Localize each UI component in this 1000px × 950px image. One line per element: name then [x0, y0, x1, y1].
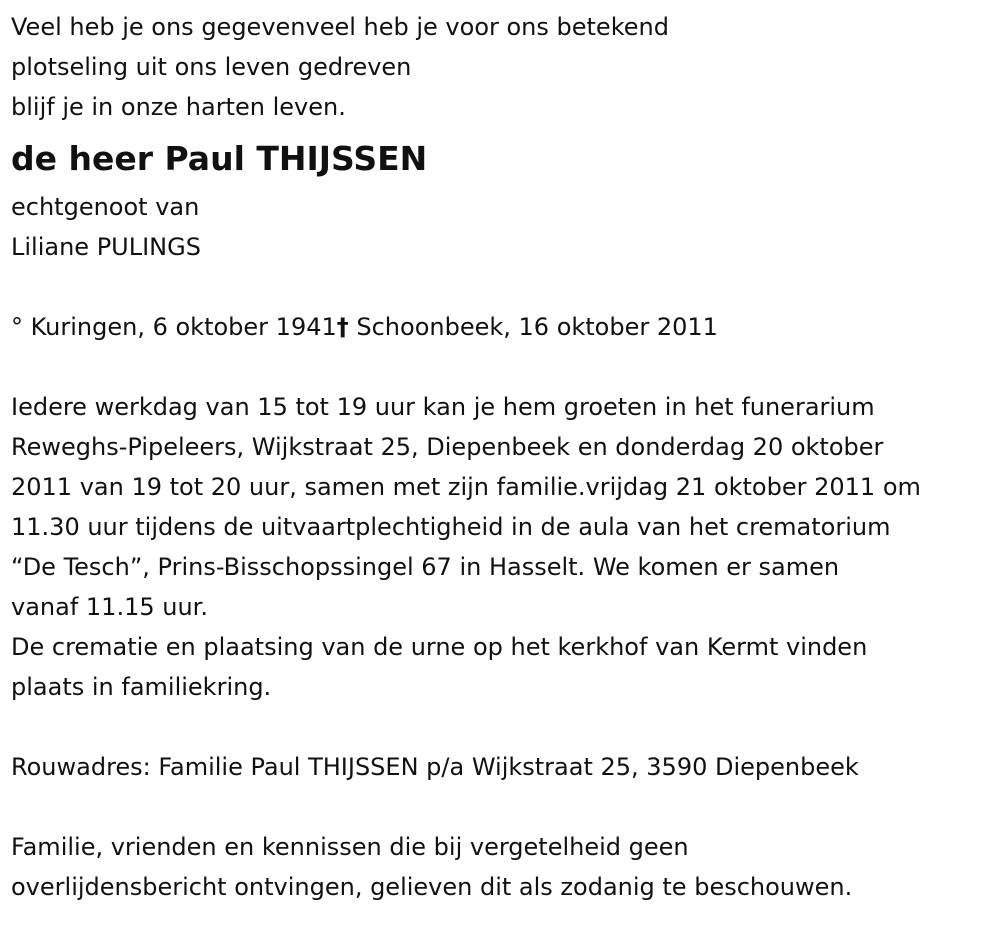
ceremony-paragraph: [11, 387, 996, 707]
ceremony-line: vanaf 11.15 uur.: [11, 593, 208, 621]
poem-line: Veel heb je ons gegevenveel heb je voor ons betekend: [11, 13, 669, 41]
closing-line: Familie, vrienden en kennissen die bij vergetelheid geen: [11, 833, 689, 861]
deceased-name: de heer Paul THIJSSEN: [11, 139, 428, 178]
ceremony-line: Reweghs-Pipeleers, Wijkstraat 25, Diepenbeek en donderdag 20 oktober: [11, 433, 884, 461]
birth-info: ° Kuringen, 6 oktober 1941: [11, 313, 337, 341]
poem-line: plotseling uit ons leven gedreven: [11, 53, 412, 81]
spacer: [11, 787, 996, 827]
poem-line: blijf je in onze harten leven.: [11, 93, 346, 121]
cross-icon: †: [336, 313, 349, 341]
spacer: [11, 267, 996, 307]
poem: [11, 7, 996, 127]
mourning-address: Rouwadres: Familie Paul THIJSSEN p/a Wijkstraat 25, 3590 Diepenbeek: [11, 753, 859, 781]
spacer: [11, 347, 996, 387]
death-notice: [11, 7, 996, 907]
ceremony-line: 2011 van 19 tot 20 uur, samen met zijn familie.vrijdag 21 oktober 2011 om: [11, 473, 921, 501]
ceremony-line: De crematie en plaatsing van de urne op het kerkhof van Kermt vinden: [11, 633, 868, 661]
closing-note: [11, 827, 996, 907]
ceremony-line: “De Tesch”, Prins-Bisschopssingel 67 in Hasselt. We komen er samen: [11, 553, 840, 581]
ceremony-line: plaats in familiekring.: [11, 673, 272, 701]
death-info: Schoonbeek, 16 oktober 2011: [348, 313, 718, 341]
ceremony-line: 11.30 uur tijdens de uitvaartplechtigheid in de aula van het crematorium: [11, 513, 891, 541]
ceremony-line: Iedere werkdag van 15 tot 19 uur kan je hem groeten in het funerarium: [11, 393, 875, 421]
spacer: [11, 707, 996, 747]
closing-line: overlijdensbericht ontvingen, gelieven dit als zodanig te beschouwen.: [11, 873, 853, 901]
relation-text: echtgenoot van: [11, 193, 200, 221]
life-dates: [11, 307, 996, 347]
spouse-name: Liliane PULINGS: [11, 233, 201, 261]
